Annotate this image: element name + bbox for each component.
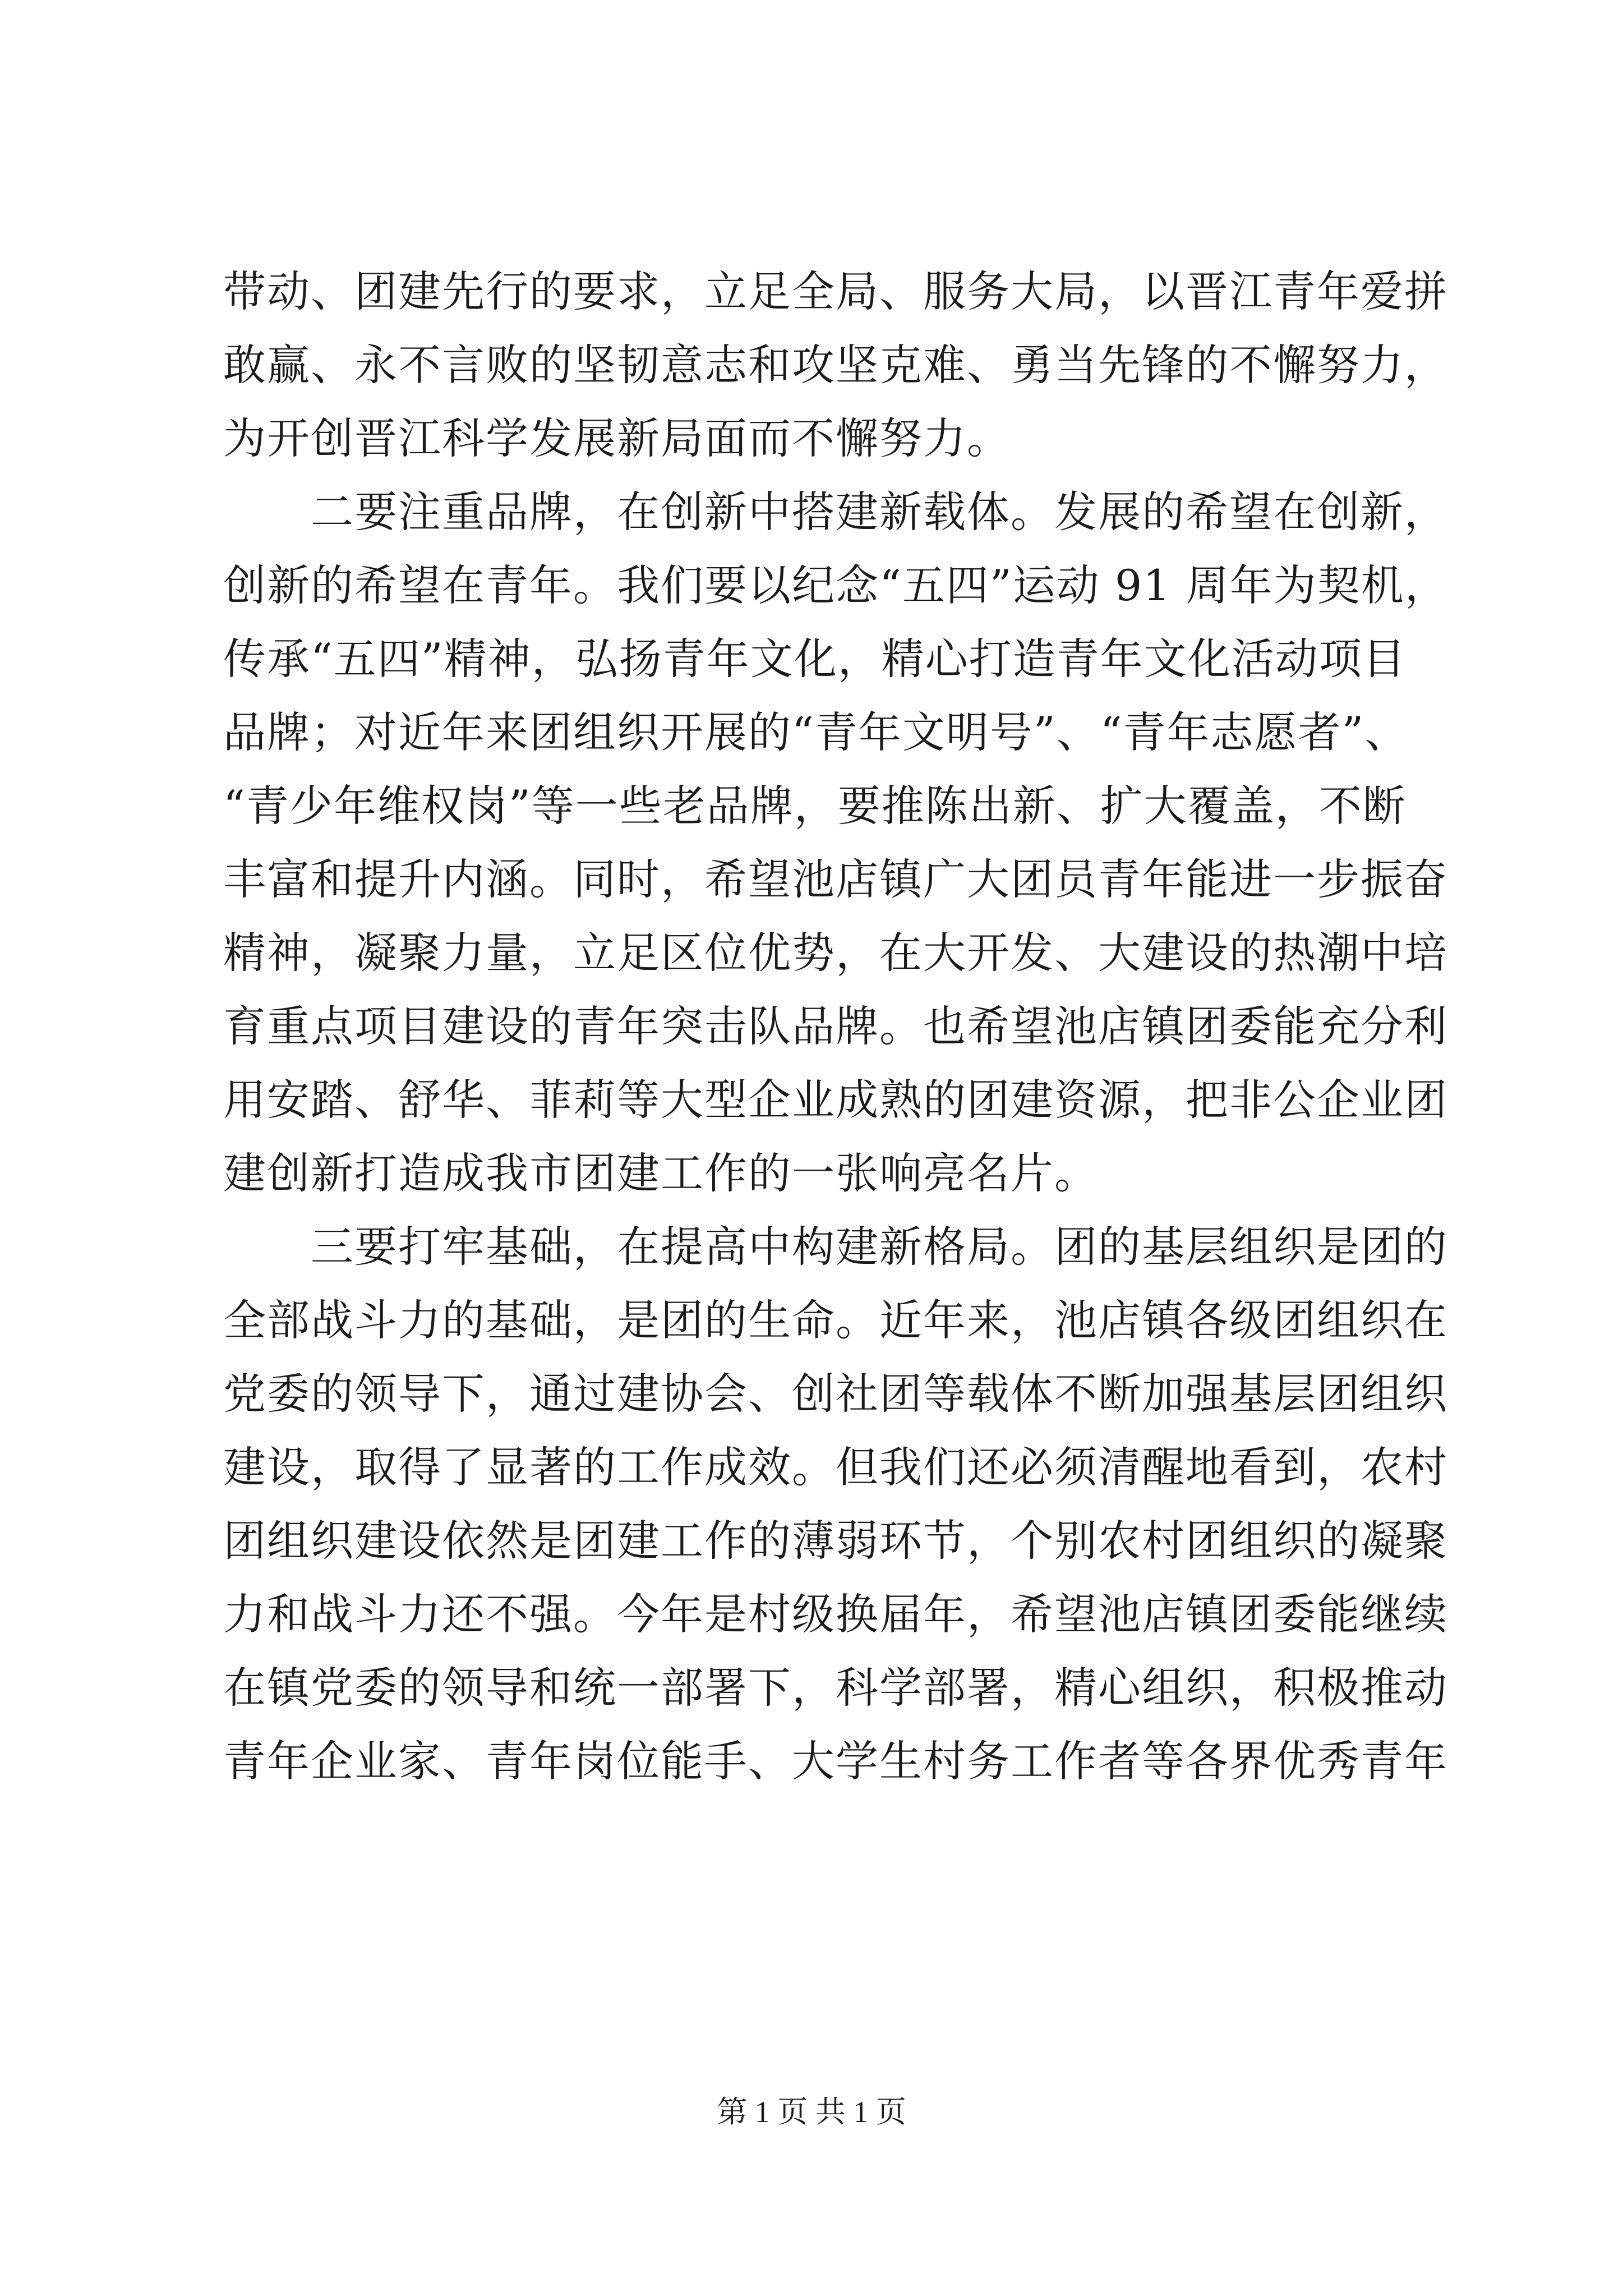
text-line: 力和战斗力还不强。今年是村级换届年，希望池店镇团委能继续: [223, 1589, 1448, 1639]
text-line: 团组织建设依然是团建工作的薄弱环节，个别农村团组织的凝聚: [223, 1516, 1448, 1566]
text-line: 建设，取得了显著的工作成效。但我们还必须清醒地看到，农村: [223, 1442, 1448, 1492]
text-line: 二要注重品牌，在创新中搭建新载体。发展的希望在创新，: [223, 487, 1448, 537]
text-line: 全部战斗力的基础，是团的生命。近年来，池店镇各级团组织在: [223, 1295, 1448, 1345]
text-line: 建创新打造成我市团建工作的一张响亮名片。: [223, 1148, 1098, 1198]
document-body: [223, 255, 1449, 1798]
text-line: “青少年维权岗”等一些老品牌，要推陈出新、扩大覆盖，不断: [223, 781, 1407, 831]
text-line: 品牌；对近年来团组织开展的“青年文明号”、“青年志愿者”、: [223, 707, 1409, 757]
text-line: 创新的希望在青年。我们要以纪念“五四”运动 91 周年为契机，: [223, 560, 1449, 610]
text-line: 育重点项目建设的青年突击队品牌。也希望池店镇团委能充分利: [223, 1001, 1448, 1051]
text-line: 传承“五四”精神，弘扬青年文化，精心打造青年文化活动项目: [223, 634, 1407, 684]
text-line: 在镇党委的领导和统一部署下，科学部署，精心组织，积极推动: [223, 1663, 1448, 1713]
text-line: 敢赢、永不言败的坚韧意志和攻坚克难、勇当先锋的不懈努力，: [223, 340, 1448, 390]
page-footer: 第 1 页 共 1 页: [717, 2095, 906, 2129]
text-line: 三要打牢基础，在提高中构建新格局。团的基层组织是团的: [223, 1222, 1448, 1272]
text-line: 丰富和提升内涵。同时，希望池店镇广大团员青年能进一步振奋: [223, 854, 1448, 904]
text-line: 为开创晋江科学发展新局面而不懈努力。: [223, 413, 1011, 463]
text-line: 党委的领导下，通过建协会、创社团等载体不断加强基层团组织: [223, 1369, 1448, 1419]
text-line: 青年企业家、青年岗位能手、大学生村务工作者等各界优秀青年: [223, 1736, 1448, 1786]
text-line: 带动、团建先行的要求，立足全局、服务大局，以晋江青年爱拼: [223, 266, 1448, 316]
text-line: 用安踏、舒华、菲莉等大型企业成熟的团建资源，把非公企业团: [223, 1075, 1448, 1125]
text-line: 精神，凝聚力量，立足区位优势，在大开发、大建设的热潮中培: [223, 928, 1448, 978]
